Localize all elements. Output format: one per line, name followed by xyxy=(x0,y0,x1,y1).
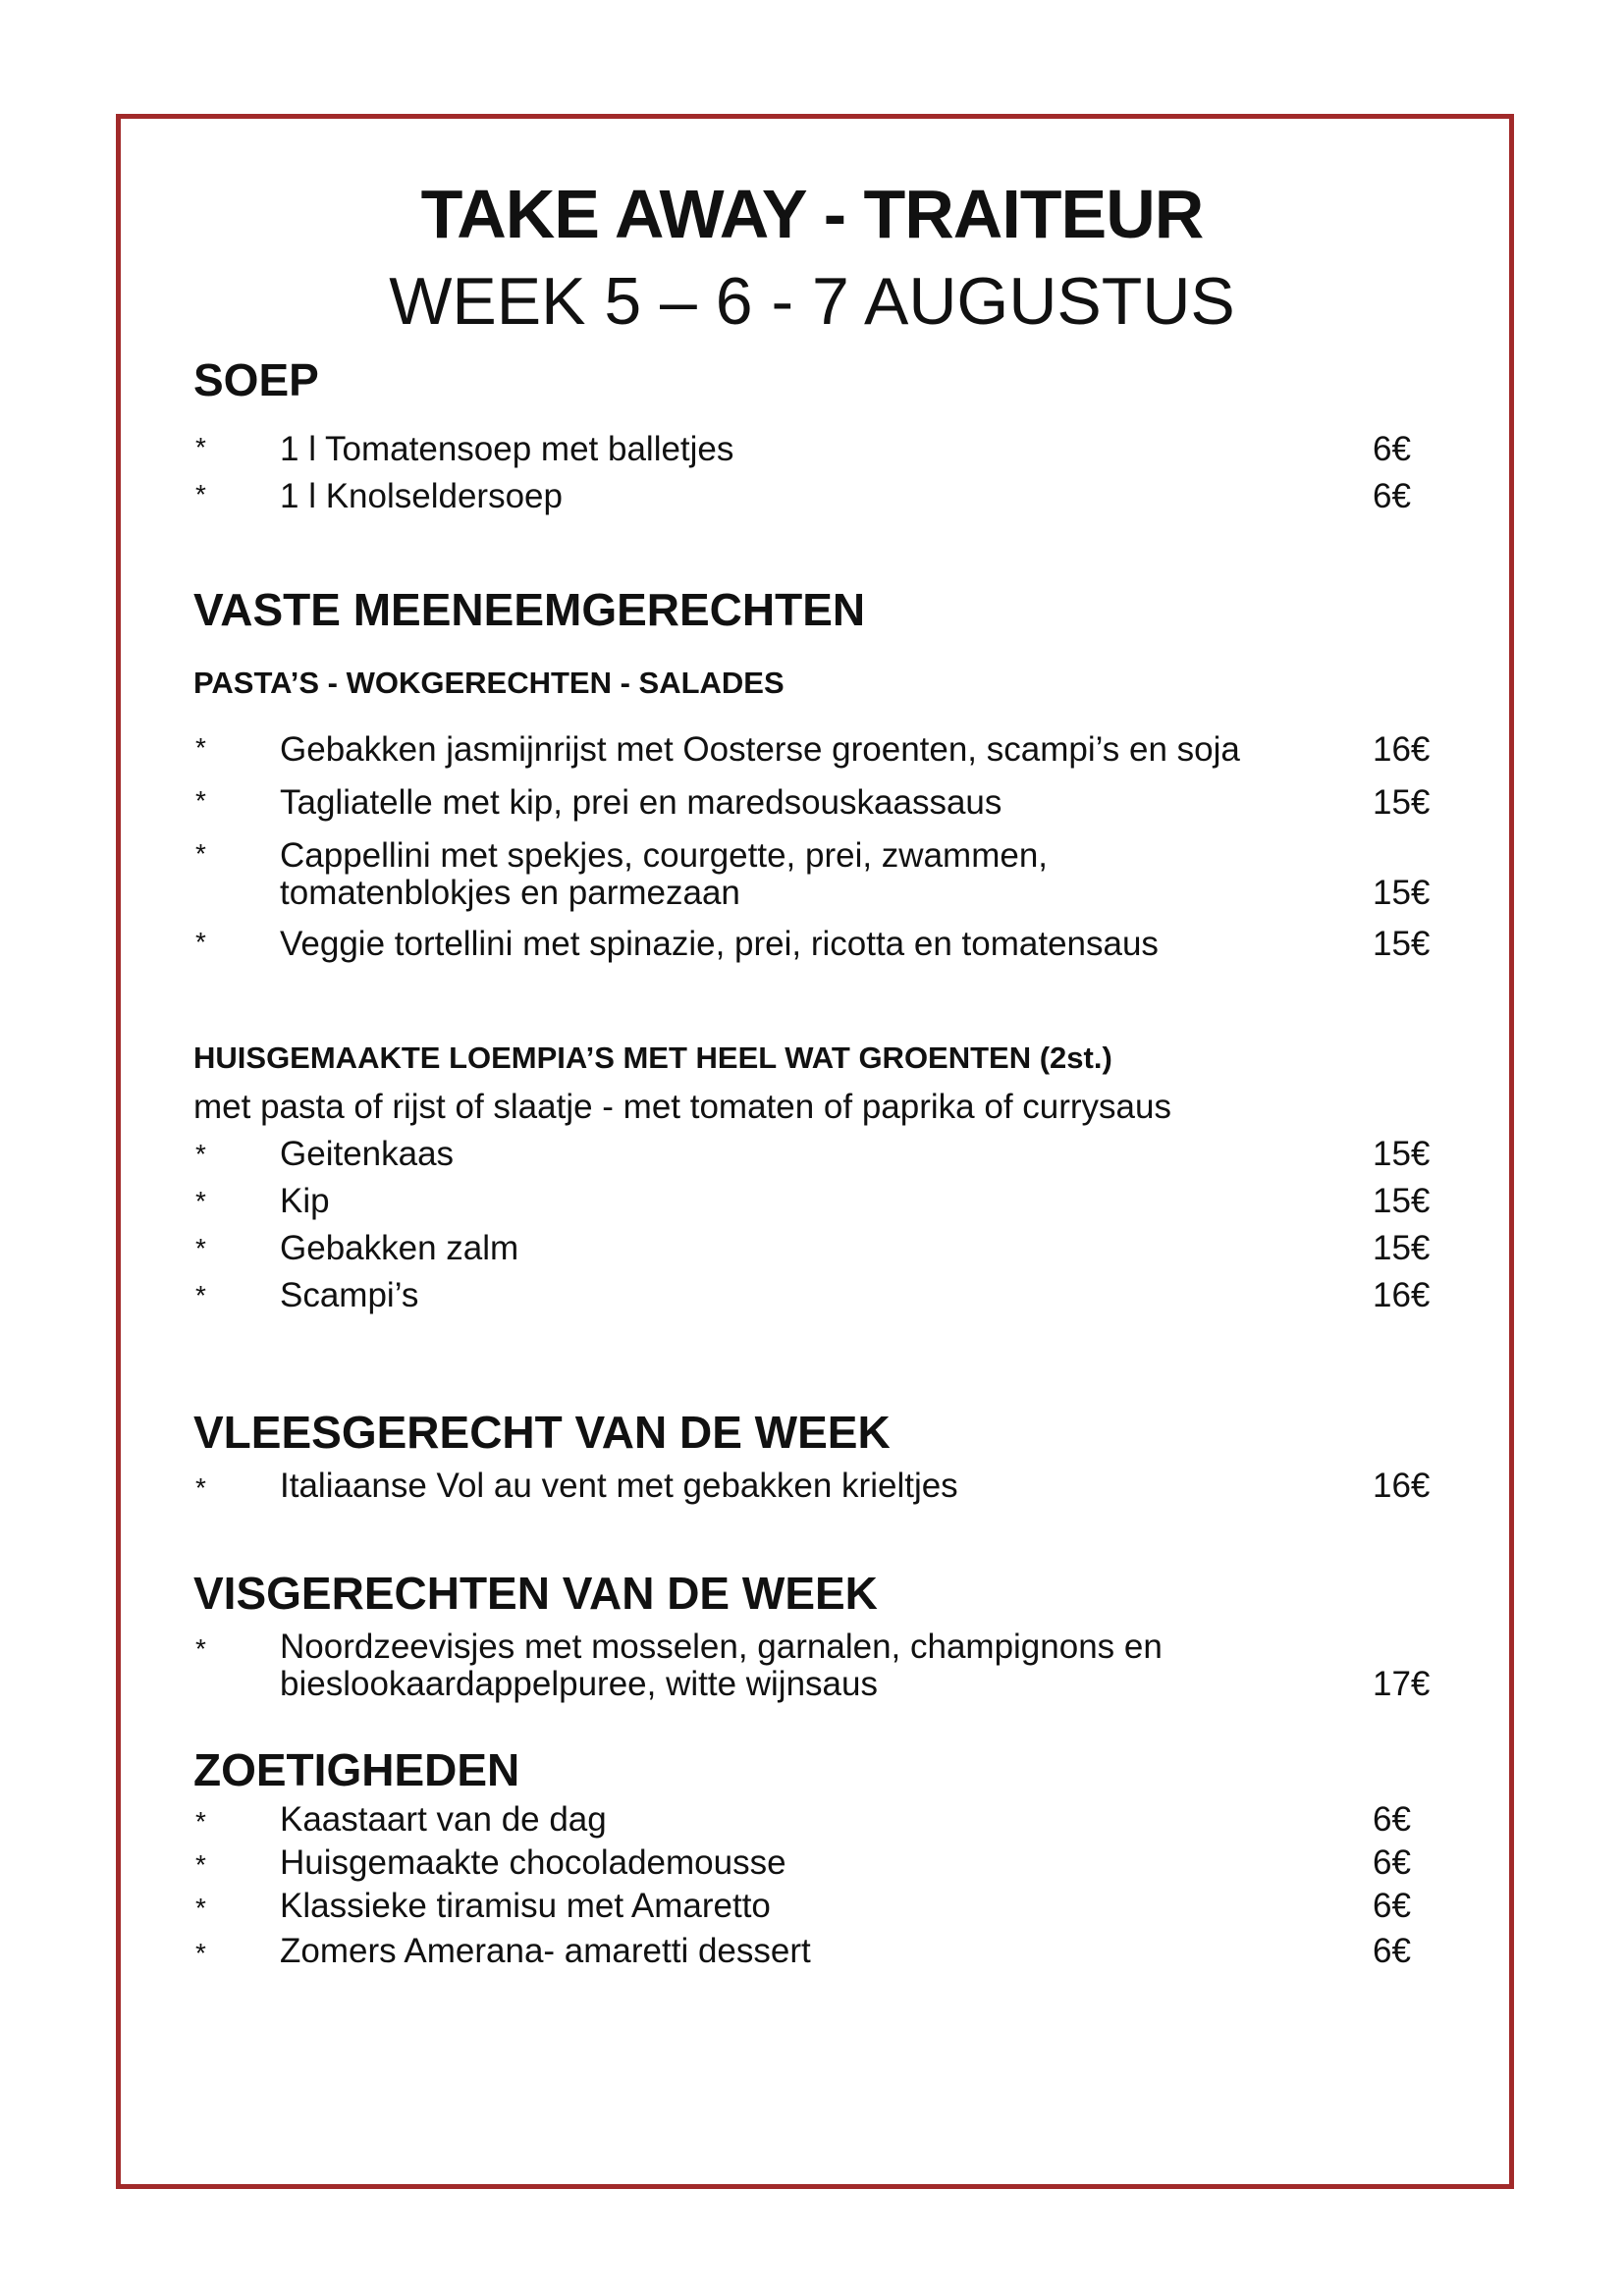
menu-item-price: 6€ xyxy=(1373,1932,1411,1970)
menu-item-name: Gebakken zalm xyxy=(280,1229,519,1267)
menu-item-price: 15€ xyxy=(1373,783,1431,822)
bullet: * xyxy=(195,1806,206,1837)
menu-item-name: Scampi’s xyxy=(280,1276,419,1314)
menu-item-name: Kip xyxy=(280,1182,330,1220)
menu-item-price: 16€ xyxy=(1373,1276,1431,1314)
section-heading-soep: SOEP xyxy=(193,354,319,405)
menu-item-price: 6€ xyxy=(1373,1800,1411,1839)
menu-item-name: Kaastaart van de dag xyxy=(280,1800,607,1839)
menu-item-name: Italiaanse Vol au vent met gebakken krieltjes xyxy=(280,1467,958,1505)
bullet: * xyxy=(195,432,206,462)
menu-item-price: 16€ xyxy=(1373,1467,1431,1505)
bullet: * xyxy=(195,785,206,816)
menu-item-price: 6€ xyxy=(1373,430,1411,468)
menu-item-price: 6€ xyxy=(1373,1887,1411,1925)
menu-item-price: 15€ xyxy=(1373,874,1431,912)
bullet: * xyxy=(195,1938,206,1968)
bullet: * xyxy=(195,1233,206,1263)
menu-item-name: Geitenkaas xyxy=(280,1135,455,1173)
section-subheading-pasta: PASTA’S - WOKGERECHTEN - SALADES xyxy=(193,666,785,700)
page-title: TAKE AWAY - TRAITEUR xyxy=(420,176,1204,252)
menu-item-price: 15€ xyxy=(1373,1229,1431,1267)
bullet: * xyxy=(195,1893,206,1923)
section-heading-zoet: ZOETIGHEDEN xyxy=(193,1744,520,1795)
section-heading-vaste: VASTE MEENEEMGERECHTEN xyxy=(193,584,866,635)
menu-item-price: 6€ xyxy=(1373,477,1411,515)
menu-item-price: 15€ xyxy=(1373,1135,1431,1173)
menu-item-name: Cappellini met spekjes, courgette, prei, zwammen, xyxy=(280,836,1049,875)
menu-item-name: Tagliatelle met kip, prei en maredsouskaassaus xyxy=(280,783,1002,822)
menu-item-name: 1 l Tomatensoep met balletjes xyxy=(280,430,734,468)
section-heading-vlees: VLEESGERECHT VAN DE WEEK xyxy=(193,1407,891,1458)
bullet: * xyxy=(195,1849,206,1880)
bullet: * xyxy=(195,838,206,869)
menu-item-name-continued: tomatenblokjes en parmezaan xyxy=(280,874,740,912)
menu-item-name: 1 l Knolseldersoep xyxy=(280,477,563,515)
loempia-note: met pasta of rijst of slaatje - met tomaten of paprika of currysaus xyxy=(193,1088,1171,1126)
section-subheading-loempia: HUISGEMAAKTE LOEMPIA’S MET HEEL WAT GROENTEN (2st.) xyxy=(193,1041,1112,1075)
menu-item-name: Klassieke tiramisu met Amaretto xyxy=(280,1887,771,1925)
menu-item-name: Huisgemaakte chocolademousse xyxy=(280,1843,786,1882)
bullet: * xyxy=(195,927,206,957)
menu-item-price: 17€ xyxy=(1373,1665,1431,1703)
menu-item-name: Gebakken jasmijnrijst met Oosterse groenten, scampi’s en soja xyxy=(280,730,1240,769)
bullet: * xyxy=(195,1139,206,1169)
bullet: * xyxy=(195,479,206,509)
menu-item-price: 15€ xyxy=(1373,1182,1431,1220)
bullet: * xyxy=(195,1186,206,1216)
bullet: * xyxy=(195,1633,206,1664)
menu-item-name: Zomers Amerana- amaretti dessert xyxy=(280,1932,811,1970)
menu-item-name: Noordzeevisjes met mosselen, garnalen, champignons en xyxy=(280,1628,1163,1666)
section-heading-vis: VISGERECHTEN VAN DE WEEK xyxy=(193,1568,878,1619)
page-subtitle: WEEK 5 – 6 - 7 AUGUSTUS xyxy=(389,264,1235,339)
menu-item-name: Veggie tortellini met spinazie, prei, ricotta en tomatensaus xyxy=(280,925,1159,963)
bullet: * xyxy=(195,1280,206,1310)
menu-item-price: 16€ xyxy=(1373,730,1431,769)
menu-item-price: 15€ xyxy=(1373,925,1431,963)
bullet: * xyxy=(195,1472,206,1503)
bullet: * xyxy=(195,732,206,763)
menu-item-name-continued: bieslookaardappelpuree, witte wijnsaus xyxy=(280,1665,878,1703)
menu-item-price: 6€ xyxy=(1373,1843,1411,1882)
